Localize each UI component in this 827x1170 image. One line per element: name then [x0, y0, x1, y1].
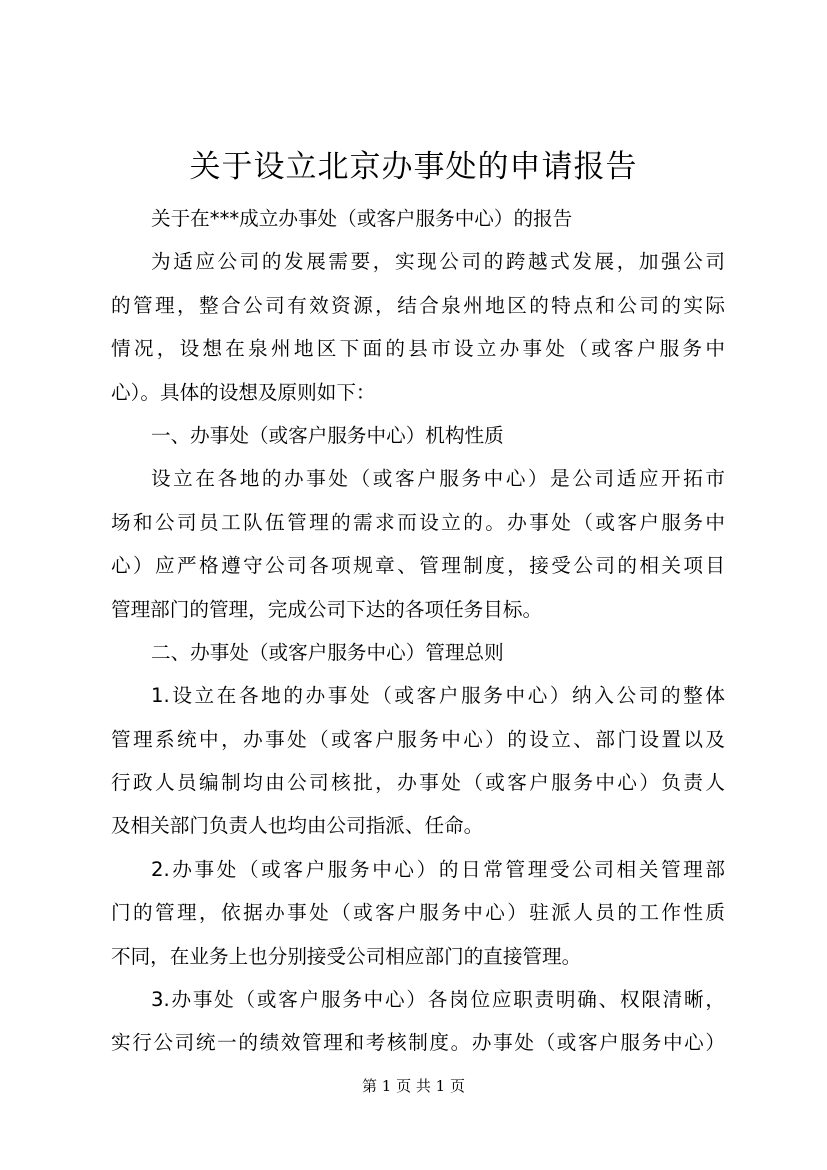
body-line: 2.办事处（或客户服务中心）的日常管理受公司相关管理部	[151, 857, 725, 881]
body-line: 场和公司员工队伍管理的需求而设立的。办事处（或客户服务中	[111, 510, 725, 534]
body-line: 为适应公司的发展需要，实现公司的跨越式发展，加强公司	[151, 250, 725, 274]
body-line: 心）。具体的设想及原则如下：	[111, 380, 376, 404]
body-line: 实行公司统一的绩效管理和考核制度。办事处（或客户服务中心）	[111, 1031, 725, 1055]
body-line: 情况，设想在泉州地区下面的县市设立办事处（或客户服务中	[111, 337, 725, 361]
body-line: 一、办事处（或客户服务中心）机构性质	[151, 423, 504, 447]
body-line: 设立在各地的办事处（或客户服务中心）是公司适应开拓市	[151, 467, 725, 491]
body-line: 门的管理，依据办事处（或客户服务中心）驻派人员的工作性质	[111, 901, 725, 925]
body-line: 心）应严格遵守公司各项规章、管理制度，接受公司的相关项目	[111, 554, 725, 578]
body-line: 1.设立在各地的办事处（或客户服务中心）纳入公司的整体	[151, 684, 725, 708]
body-line: 3.办事处（或客户服务中心）各岗位应职责明确、权限清晰，	[151, 988, 725, 1012]
body-line: 及相关部门负责人也均由公司指派、任命。	[111, 814, 484, 838]
body-line: 不同，在业务上也分别接受公司相应部门的直接管理。	[111, 944, 582, 968]
page-footer: 第 1 页 共 1 页	[362, 1077, 465, 1095]
document-title: 关于设立北京办事处的申请报告	[189, 149, 638, 185]
document-body	[111, 197, 725, 1065]
body-line: 二、办事处（或客户服务中心）管理总则	[151, 640, 504, 664]
body-line: 管理系统中，办事处（或客户服务中心）的设立、部门设置以及	[111, 727, 725, 751]
body-line: 关于在***成立办事处（或客户服务中心）的报告	[151, 207, 573, 230]
body-line: 的管理，整合公司有效资源，结合泉州地区的特点和公司的实际	[111, 293, 725, 317]
body-line: 管理部门的管理，完成公司下达的各项任务目标。	[111, 597, 543, 621]
body-line: 行政人员编制均由公司核批，办事处（或客户服务中心）负责人	[111, 771, 725, 795]
